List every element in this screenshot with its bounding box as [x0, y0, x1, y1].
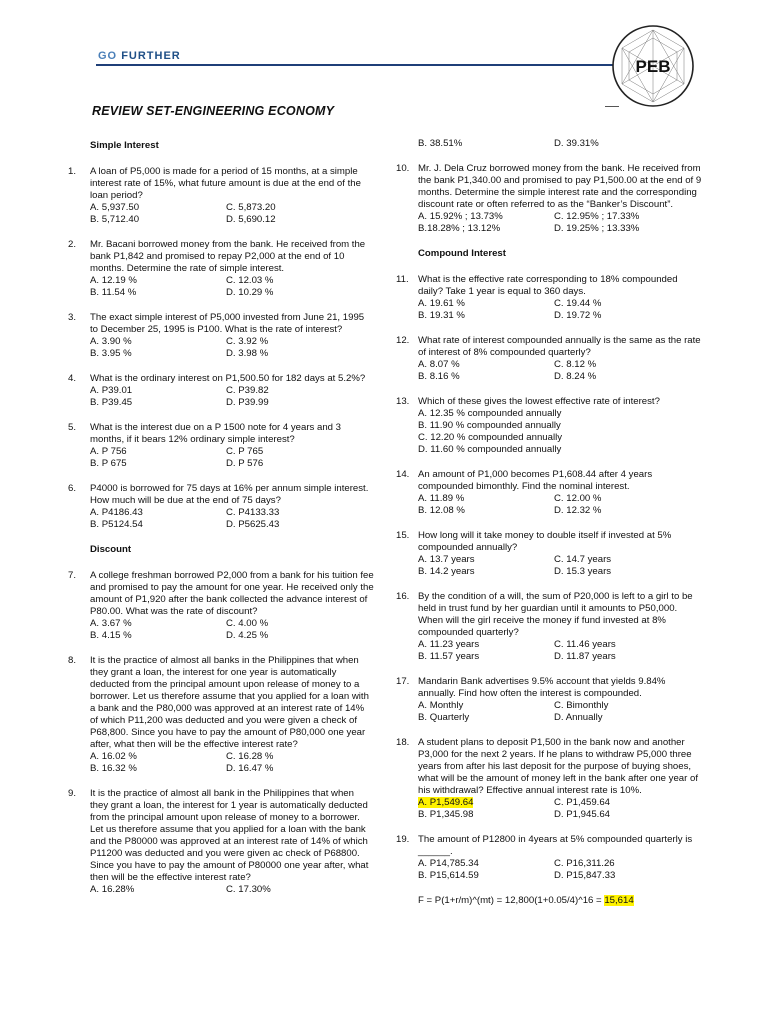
option-c: C. 5,873.20: [226, 202, 276, 213]
question-number: 9.: [68, 788, 77, 799]
question-number: 16.: [396, 591, 410, 602]
option-b: B. 11.57 years: [418, 651, 480, 662]
option-d: D. 19.72 %: [554, 310, 602, 321]
option-d: D. 11.87 years: [554, 651, 616, 662]
question-15: [396, 530, 702, 578]
header-rule: [96, 64, 616, 66]
question-14: [396, 469, 702, 517]
option-c: C. 14.7 years: [554, 554, 612, 565]
question-9: [68, 788, 374, 896]
option-c: C. P1,459.64: [554, 797, 611, 808]
option-c: C. 11.46 years: [554, 639, 616, 650]
option-a: A. Monthly: [418, 700, 464, 711]
option-a: A. 5,937.50: [90, 202, 140, 213]
question-text: What is the interest due on a P 1500 note for 4 years and 3 months, if it bears 12% ordinary simple interest?: [90, 422, 342, 445]
question-text: P4000 is borrowed for 75 days at 16% per annum simple interest. How much will be due at the end of 75 days?: [90, 483, 369, 506]
question-number: 3.: [68, 312, 77, 323]
option-d: D. 19.25% ; 13.33%: [554, 223, 640, 234]
option-c: C. P16,311.26: [554, 858, 615, 869]
formula-solution: [418, 895, 702, 907]
option-c: C. 12.00 %: [554, 493, 602, 504]
question-text: A student plans to deposit P1,500 in the bank now and another P3,000 for the next 2 years. If he plans to withdraw P5,000 three years from after his last deposit for the purpose of buying shoes, what will be the amount of money left in the bank after one year of his withdrawal? Effective annual interest rate is 10%.: [418, 737, 698, 796]
option-c: C. 16.28 %: [226, 751, 274, 762]
question-11: [396, 274, 702, 322]
option-b: B. 8.16 %: [418, 371, 460, 382]
option-d: D. P5625.43: [226, 519, 280, 530]
question-number: 2.: [68, 239, 77, 250]
question-number: 1.: [68, 166, 77, 177]
question-number: 5.: [68, 422, 77, 433]
question-text: It is the practice of almost all banks in the Philippines that when they grant a loan, the interest for one year is automatically deducted from the principal amount upon release of money to a borrower. Let us therefore assume that you applied for a loan with a bank and the P80,000 was approved at an interest rate of 14% of which P11,200 was deducted and you were given a check of P68,800. Since you have to pay the amount of P80,000 one year after, what then will be the effective interest rate?: [90, 655, 369, 750]
question-6: [68, 483, 374, 531]
question-text: It is the practice of almost all bank in the Philippines that when they grant a loan, the interest for 1 year is automatically deducted from the principal amount upon release of money to a borrower. Let us therefore assume that you applied for a loan with the bank and the P80000 was approved at an interest rate of 14% of which P11200 was deducted and you were given ac check of P68800. Since you have to pay the amount of P80000 one year after, what then will be the effective interest rate?: [90, 788, 369, 883]
option-d: D. 12.32 %: [554, 505, 602, 516]
option-a: A. 11.23 years: [418, 639, 480, 650]
logo-dash: [605, 106, 619, 107]
question-number: 15.: [396, 530, 410, 541]
option-b: B. 38.51%: [418, 138, 463, 149]
option-b: B. 16.32 %: [90, 763, 137, 774]
question-19: [396, 834, 702, 882]
question-17: [396, 676, 702, 724]
section-simple-interest: Simple Interest: [90, 140, 159, 151]
question-text: Which of these gives the lowest effective rate of interest?: [418, 396, 660, 407]
option-d: D. 11.60 % compounded annually: [418, 444, 562, 455]
option-a: A. 3.90 %: [90, 336, 132, 347]
question-text: Mr. Bacani borrowed money from the bank. He received from the bank P1,842 and promised to repay P2,000 at the end of 10 months. Determine the rate of simple interest.: [90, 239, 366, 274]
question-text: How long will it take money to double itself if invested at 5% compounded annually?: [418, 530, 672, 553]
question-7: [68, 570, 374, 642]
option-a: A. 15.92% ; 13.73%: [418, 211, 503, 222]
option-b: B. P39.45: [90, 397, 133, 408]
question-9-continued: [396, 138, 702, 150]
option-a: A. 11.89 %: [418, 493, 465, 504]
peb-logo: [611, 24, 695, 108]
option-a: A. 13.7 years: [418, 554, 475, 565]
question-2: [68, 239, 374, 299]
option-c: C. Bimonthly: [554, 700, 609, 711]
option-c: C. 12.95% ; 17.33%: [554, 211, 640, 222]
option-a: A. P4186.43: [90, 507, 143, 518]
option-d: D. P39.99: [226, 397, 269, 408]
brand-go: GO: [98, 50, 118, 62]
brand-further: FURTHER: [121, 50, 181, 62]
question-8: [68, 655, 374, 775]
page-title: REVIEW SET-ENGINEERING ECONOMY: [92, 104, 335, 118]
question-text: Mandarin Bank advertises 9.5% account that yields 9.84% annually. Find how often the interest is compounded.: [418, 676, 666, 699]
option-d: D. 15.3 years: [554, 566, 612, 577]
option-d: D. P15,847.33: [554, 870, 616, 881]
option-b: B.18.28% ; 13.12%: [418, 223, 501, 234]
option-d: D. 16.47 %: [226, 763, 274, 774]
option-a: A. 3.67 %: [90, 618, 132, 629]
question-number: 14.: [396, 469, 410, 480]
option-b: B. 11.90 % compounded annually: [418, 420, 561, 431]
question-number: 8.: [68, 655, 77, 666]
option-b: B. 5,712.40: [90, 214, 140, 225]
question-text: What is the effective rate corresponding to 18% compounded daily? Take 1 year is equal to 360 days.: [418, 274, 678, 297]
option-b: B. P1,345.98: [418, 809, 474, 820]
option-d: D. 8.24 %: [554, 371, 597, 382]
question-text: A loan of P5,000 is made for a period of 15 months, at a simple interest rate of 15%, what future amount is due at the end of the loan period?: [90, 166, 361, 201]
option-a: A. 12.35 % compounded annually: [418, 408, 562, 419]
option-a: A. 12.19 %: [90, 275, 137, 286]
option-d: D. P1,945.64: [554, 809, 611, 820]
question-text: A college freshman borrowed P2,000 from a bank for his tuition fee and promised to pay the amount for one year. He received only the amount of P1,920 after the bank collected the advance interest of P80.00. What was the rate of discount?: [90, 570, 374, 617]
question-number: 13.: [396, 396, 410, 407]
question-text: What rate of interest compounded annually is the same as the rate of interest of 8% compounded quarterly?: [418, 335, 701, 358]
left-column: [68, 140, 374, 909]
option-a-highlighted: A. P1,549.64: [418, 797, 474, 808]
formula-expression: F = P(1+r/m)^(mt) = 12,800(1+0.05/4)^16 =: [418, 895, 602, 906]
option-c: C. 3.92 %: [226, 336, 269, 347]
option-d: D. 4.25 %: [226, 630, 269, 641]
option-b: B. P 675: [90, 458, 127, 469]
option-c: C. P39.82: [226, 385, 269, 396]
option-b: B. Quarterly: [418, 712, 470, 723]
option-b: B. 19.31 %: [418, 310, 465, 321]
question-1: [68, 166, 374, 226]
option-a: A. P 756: [90, 446, 127, 457]
question-text: What is the ordinary interest on P1,500.50 for 182 days at 5.2%?: [90, 373, 366, 384]
formula-answer: 15,614: [604, 895, 634, 906]
option-d: D. 3.98 %: [226, 348, 269, 359]
option-c: C. 19.44 %: [554, 298, 602, 309]
option-b: B. P5124.54: [90, 519, 143, 530]
question-number: 10.: [396, 163, 410, 174]
option-c: C. 17.30%: [226, 884, 271, 895]
option-d: D. Annually: [554, 712, 603, 723]
option-d: D. 39.31%: [554, 138, 599, 149]
question-number: 4.: [68, 373, 77, 384]
question-3: [68, 312, 374, 360]
question-number: 11.: [396, 274, 409, 285]
option-c: C. 12.03 %: [226, 275, 274, 286]
brand-tagline: [98, 50, 181, 62]
right-column: [396, 138, 702, 907]
question-number: 7.: [68, 570, 77, 581]
option-a: A. 16.02 %: [90, 751, 137, 762]
question-12: [396, 335, 702, 383]
question-text: An amount of P1,000 becomes P1,608.44 after 4 years compounded bimonthly. Find the nominal interest.: [418, 469, 653, 492]
option-c: C. 8.12 %: [554, 359, 597, 370]
option-a: A. P14,785.34: [418, 858, 479, 869]
option-b: B. 3.95 %: [90, 348, 132, 359]
option-c: C. 12.20 % compounded annually: [418, 432, 563, 443]
question-number: 19.: [396, 834, 410, 845]
question-number: 12.: [396, 335, 410, 346]
question-text: By the condition of a will, the sum of P20,000 is left to a girl to be held in trust fund by her guardian until it amounts to P50,000. When will the girl receive the money if fund invested at 8% compounded quarterly?: [418, 591, 693, 638]
question-10: [396, 163, 702, 235]
question-4: [68, 373, 374, 409]
option-b: B. P15,614.59: [418, 870, 479, 881]
section-compound-interest: Compound Interest: [418, 248, 506, 259]
logo-text: PEB: [635, 57, 671, 76]
option-d: D. 5,690.12: [226, 214, 276, 225]
option-d: D. 10.29 %: [226, 287, 274, 298]
question-text: The exact simple interest of P5,000 invested from June 21, 1995 to December 25, 1995 is P100. What is the rate of interest?: [90, 312, 365, 335]
option-c: C. 4.00 %: [226, 618, 269, 629]
option-c: C. P 765: [226, 446, 264, 457]
option-a: A. P39.01: [90, 385, 133, 396]
question-number: 18.: [396, 737, 410, 748]
question-text: The amount of P12800 in 4years at 5% compounded quarterly is ______.: [418, 834, 693, 857]
question-16: [396, 591, 702, 663]
section-discount: Discount: [90, 544, 132, 555]
question-18: [396, 737, 702, 821]
option-a: A. 16.28%: [90, 884, 135, 895]
option-b: B. 14.2 years: [418, 566, 475, 577]
option-b: B. 4.15 %: [90, 630, 132, 641]
option-c: C. P4133.33: [226, 507, 280, 518]
option-b: B. 11.54 %: [90, 287, 137, 298]
question-text: Mr. J. Dela Cruz borrowed money from the bank. He received from the bank P1,340.00 and promised to pay P1,500.00 at the end of 9 months. Determine the simple interest rate and the corresponding discount rate or often referred to as the “Banker’s Discount”.: [418, 163, 702, 210]
question-number: 6.: [68, 483, 77, 494]
option-a: A. 8.07 %: [418, 359, 460, 370]
question-5: [68, 422, 374, 470]
question-number: 17.: [396, 676, 410, 687]
option-a: A. 19.61 %: [418, 298, 465, 309]
option-b: B. 12.08 %: [418, 505, 465, 516]
option-d: D. P 576: [226, 458, 264, 469]
question-13: [396, 396, 702, 456]
